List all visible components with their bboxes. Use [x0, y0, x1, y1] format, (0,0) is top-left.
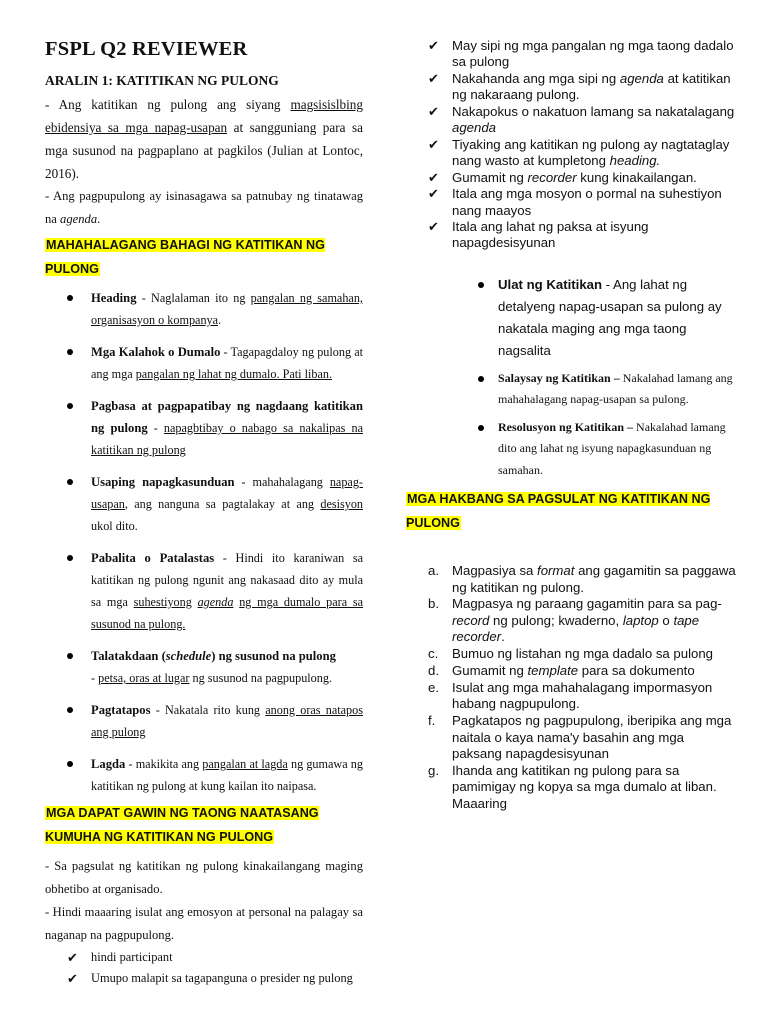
checkmark-icon: ✔: [428, 103, 439, 119]
section-heading-dapat-gawin: MGA DAPAT GAWIN NG TAONG NAATASANG KUMUHA NG KATITIKAN NG PULONG: [45, 806, 319, 844]
bullet-dot-icon: [67, 479, 73, 485]
list-item: Pabalita o Patalastas - Hindi ito karaniwan sa katitikan ng pulong ngunit ang nakasaad dito ay mula sa mga suhestiyong agenda ng mga dumalo para sa susunod na pulong.: [45, 547, 363, 635]
checklist-left: [45, 947, 363, 989]
list-item: ✔ Umupo malapit sa tagapanguna o presider ng pulong: [45, 968, 363, 989]
checkmark-icon: ✔: [428, 219, 439, 235]
list-item: ✔ hindi participant: [45, 947, 363, 968]
list-item: ✔ Tiyaking ang katitikan ng pulong ay nagtataglay nang wasto at kumpletong heading.: [428, 136, 730, 168]
list-item: Talatakdaan (schedule) ng susunod na pulong - petsa, oras at lugar ng susunod na pagpupulong.: [45, 645, 363, 689]
list-item: Pagtatapos - Nakatala rito kung anong oras natapos ang pulong: [45, 699, 363, 743]
list-item: ✔ Itala ang mga mosyon o pormal na suhestiyon nang maayos: [428, 186, 722, 218]
section-heading-bahagi: MAHAHALAGANG BAHAGI NG KATITIKAN NG PULONG: [45, 238, 325, 276]
list-item: Heading - Naglalaman ito ng pangalan ng samahan, organisasyon o kompanya.: [45, 287, 363, 331]
intro-paragraph-2: - Ang pagpupulong ay isinasagawa sa patnubay ng tinatawag na agenda.: [45, 189, 363, 226]
bullet-dot-icon: [67, 761, 73, 767]
dapat-paragraph-1: - Sa pagsulat ng katitikan ng pulong kinakailangang maging obhetibo at organisado.: [45, 859, 363, 896]
hakbang-list: [406, 563, 736, 812]
intro-paragraph-1: - Ang katitikan ng pulong ang siyang magsisislbing ebidensiya sa mga napag-usapan at sangguniang para sa mga susunod na pagpaplano at pagkilos (Julian at Lontoc, 2016).: [45, 97, 363, 181]
checkmark-icon: ✔: [67, 971, 78, 986]
bullet-dot-icon: [67, 555, 73, 561]
bullet-dot-icon: [478, 425, 484, 431]
list-item: ✔ Nakapokus o nakatuon lamang sa nakatalagang agenda: [428, 103, 735, 136]
right-column: [406, 38, 736, 813]
list-item: ✔ Itala ang lahat ng paksa at isyung napagdesisyunan: [428, 219, 649, 251]
list-item: Mga Kalahok o Dumalo - Tagapagdaloy ng pulong at ang mga pangalan ng lahat ng dumalo. Pati liban.: [45, 341, 363, 385]
list-item: g. Ihanda ang katitikan ng pulong para sa pamimigay ng kopya sa mga dumalo at liban. Maaaring: [428, 763, 717, 811]
list-item: Ulat ng Katitikan - Ang lahat ng detalyeng napag-usapan sa pulong ay nakatala maging ang mga taong nagsalita: [406, 274, 736, 362]
checkmark-icon: ✔: [428, 186, 439, 202]
list-item: a. Magpasiya sa format ang gagamitin sa paggawa ng katitikan ng pulong.: [428, 563, 736, 595]
bullet-dot-icon: [478, 282, 484, 288]
bullet-dot-icon: [67, 653, 73, 659]
checkmark-icon: ✔: [428, 38, 439, 53]
bullet-dot-icon: [67, 707, 73, 713]
list-item: ✔ Gumamit ng recorder kung kinakailangan.: [428, 169, 697, 185]
list-item: c. Bumuo ng listahan ng mga dadalo sa pulong: [428, 646, 714, 662]
list-item: Resolusyon ng Katitikan – Nakalahad lamang dito ang lahat ng isyung napagkasunduan ng samahan.: [406, 417, 736, 482]
list-item: Usaping napagkasunduan - mahahalagang napag-usapan, ang nanguna sa pagtalakay at ang desisyon ukol dito.: [45, 471, 363, 537]
list-item: Pagbasa at pagpapatibay ng nagdaang katitikan ng pulong - napagbtibay o nabago sa nakalipas na katitikan ng pulong: [45, 395, 363, 461]
left-column: [45, 38, 363, 989]
bullet-dot-icon: [67, 295, 73, 301]
list-item: f. Pagkatapos ng pagpupulong, iberipika ang mga naitala o kaya nama'y basahin ang mga paksang napagdesisyunan: [428, 713, 732, 762]
list-item: d. Gumamit ng template para sa dokumento: [428, 663, 695, 679]
dapat-paragraph-2: - Hindi maaaring isulat ang emosyon at personal na palagay sa naganap na pagpupulong.: [45, 905, 363, 942]
list-item: Lagda - makikita ang pangalan at lagda ng gumawa ng katitikan ng pulong at kung kailan ito naipasa.: [45, 753, 363, 797]
checklist-right: [406, 38, 736, 252]
section-heading-hakbang: MGA HAKBANG SA PAGSULAT NG KATITIKAN NG PULONG: [406, 492, 711, 531]
list-item: ✔ May sipi ng mga pangalan ng mga taong dadalo sa pulong: [428, 38, 734, 70]
bullet-dot-icon: [478, 376, 484, 382]
lesson-heading: ARALIN 1: KATITIKAN NG PULONG: [45, 73, 279, 88]
list-item: Salaysay ng Katitikan – Nakalahad lamang ang mahahalagang napag-usapan sa pulong.: [406, 368, 736, 411]
page-title: FSPL Q2 REVIEWER: [45, 38, 248, 60]
bullet-dot-icon: [67, 349, 73, 355]
checkmark-icon: ✔: [428, 136, 439, 152]
checkmark-icon: ✔: [67, 950, 78, 965]
katitikan-types-list: [406, 274, 736, 482]
checkmark-icon: ✔: [428, 169, 439, 185]
list-item: e. Isulat ang mga mahahalagang impormasyon habang nagpupulong.: [428, 679, 713, 712]
bullet-dot-icon: [67, 403, 73, 409]
bahagi-list: [45, 287, 363, 797]
checkmark-icon: ✔: [428, 70, 439, 86]
list-item: b. Magpasya ng paraang gagamitin para sa pag-record ng pulong; kwaderno, laptop o tape recorder.: [428, 596, 722, 645]
list-item: ✔ Nakahanda ang mga sipi ng agenda at katitikan ng nakaraang pulong.: [428, 70, 731, 103]
